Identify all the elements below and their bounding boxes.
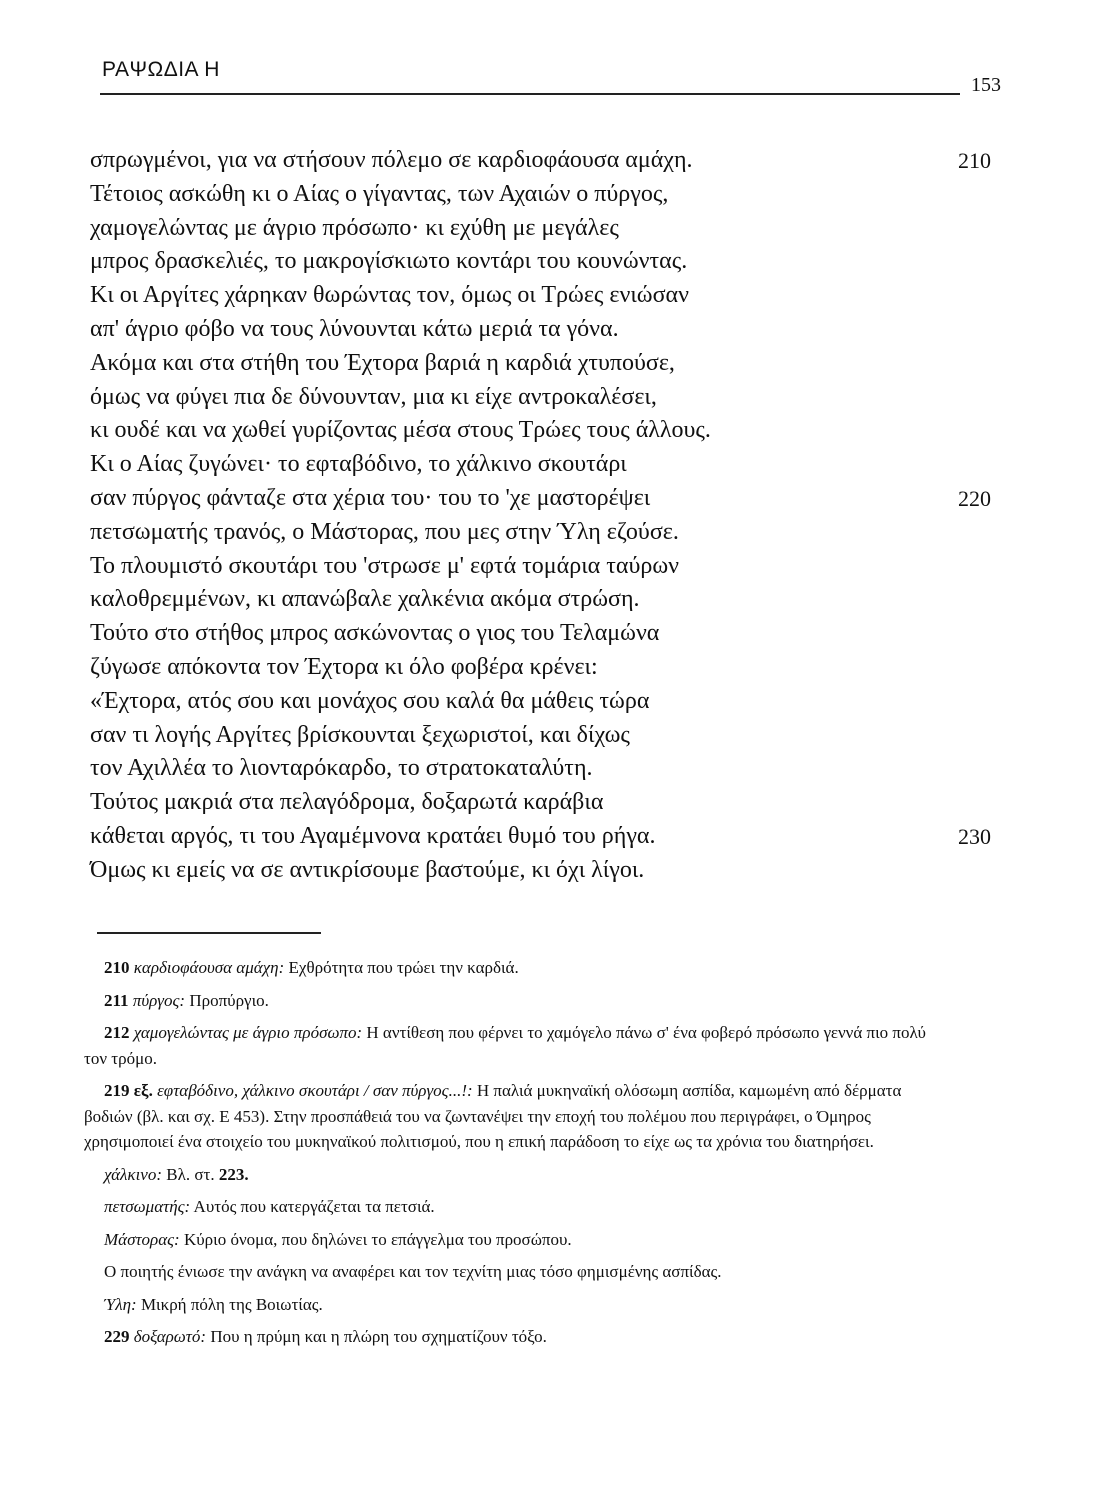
footnote-text: Βλ. στ.	[166, 1164, 215, 1184]
header-rule	[100, 93, 960, 95]
footnote-text: Κύριο όνομα, που δηλώνει το επάγγελμα του προσώπου.	[183, 1229, 572, 1249]
verse-line	[90, 583, 1010, 617]
verse-line	[90, 719, 1010, 753]
footnote	[84, 988, 934, 1014]
verse-line	[90, 414, 1010, 448]
verse-text: Τέτοιος ασκώθη κι ο Αίας ο γίγαντας, των Αχαιών ο πύργος,	[90, 180, 669, 207]
footnote	[84, 1259, 934, 1285]
footnote-lemma: Ύλη:	[104, 1294, 137, 1314]
footnote-number: 211	[104, 990, 129, 1010]
footnote-lemma: Μάστορας:	[104, 1229, 180, 1249]
footnote-lemma: χάλκινο:	[104, 1164, 162, 1184]
footnote-number: 210	[104, 958, 130, 977]
line-number: 230	[958, 823, 991, 849]
verse-text: χαμογελώντας με άγριο πρόσωπο· κι εχύθη με μεγάλες	[90, 214, 619, 241]
footnote	[84, 1292, 934, 1318]
footnote	[84, 1020, 934, 1071]
footnote-lemma: δοξαρωτό:	[133, 1327, 207, 1346]
footnote	[84, 1162, 934, 1188]
footnote	[84, 1324, 934, 1350]
verse-text: σαν τι λογής Αργίτες βρίσκουνται ξεχωριστοί, και δίχως	[90, 721, 630, 748]
footnote-text: Εχθρότητα που τρώει την καρδιά.	[288, 958, 519, 977]
verse-text: Το πλουμιστό σκουτάρι του 'στρωσε μ' εφτά τομάρια ταύρων	[90, 552, 679, 579]
verse-line	[90, 212, 1010, 246]
verse-text: ζύγωσε απόκοντα τον Έχτορα κι όλο φοβέρα κρένει:	[90, 653, 598, 680]
verse-text: τον Αχιλλέα το λιονταρόκαρδο, το στρατοκαταλύτη.	[90, 755, 593, 782]
footnote-rule	[97, 932, 321, 934]
verse-line	[90, 144, 1010, 178]
footnote-lemma: πύργος:	[132, 990, 186, 1010]
verse-text: σπρωγμένοι, για να στήσουν πόλεμο σε καρδιοφάουσα αμάχη.	[90, 147, 693, 173]
verse-text: κάθεται αργός, τι του Αγαμέμνονα κρατάει θυμό του ρήγα.	[90, 822, 656, 849]
footnote-text: Ο ποιητής ένιωσε την ανάγκη να αναφέρει και τον τεχνίτη μιας τόσο φημισμένης ασπίδας.	[104, 1262, 722, 1281]
verse-line	[90, 245, 1010, 279]
verse-text: Κι ο Αίας ζυγώνει· το εφταβόδινο, το χάλκινο σκουτάρι	[90, 451, 627, 478]
footnote-reference: 223.	[218, 1164, 249, 1184]
verse-line	[90, 651, 1010, 685]
verse-line	[90, 279, 1010, 313]
verse-line	[90, 381, 1010, 415]
footnote-number: 229	[104, 1327, 130, 1346]
verse-line	[90, 313, 1010, 347]
footnote	[84, 1078, 934, 1155]
verse-text: Όμως κι εμείς να σε αντικρίσουμε βαστούμε, κι όχι λίγοι.	[90, 856, 645, 883]
verse-text: Ακόμα και στα στήθη του Έχτορα βαριά η καρδιά χτυπούσε,	[90, 349, 675, 376]
verse-text: κι ουδέ και να χωθεί γυρίζοντας μέσα στους Τρώες τους άλλους.	[90, 417, 711, 444]
verse-line	[90, 482, 1010, 516]
verse-line	[90, 347, 1010, 381]
verse-text: Τούτο στο στήθος μπρος ασκώνοντας ο γιος του Τελαμώνα	[90, 620, 660, 647]
verse-block	[90, 144, 1010, 888]
footnote-lemma: εφταβόδινο, χάλκινο σκουτάρι / σαν πύργος...!:	[157, 1081, 473, 1100]
verse-line	[90, 448, 1010, 482]
verse-text: «Έχτορα, ατός σου και μονάχος σου καλά θα μάθεις τώρα	[90, 687, 650, 714]
verse-text: Κι οι Αργίτες χάρηκαν θωρώντας τον, όμως οι Τρώες ενιώσαν	[90, 282, 689, 309]
verse-line	[90, 516, 1010, 550]
footnote	[84, 1194, 934, 1220]
running-head: ΡΑΨΩΔΙΑ Η	[102, 58, 220, 81]
footnote-lemma: πετσωματής:	[104, 1197, 191, 1216]
verse-text: Τούτος μακριά στα πελαγόδρομα, δοξαρωτά καράβια	[90, 789, 604, 816]
verse-text: απ' άγριο φόβο να τους λύνουνται κάτω μεριά τα γόνα.	[90, 315, 619, 342]
verse-text: καλοθρεμμένων, κι απανώβαλε χαλκένια ακόμα στρώση.	[90, 586, 640, 613]
page-header	[100, 50, 1005, 96]
footnote-lemma: καρδιοφάουσα αμάχη:	[133, 958, 285, 977]
verse-line	[90, 550, 1010, 584]
verse-line	[90, 752, 1010, 786]
verse-text: όμως να φύγει πια δε δύνουνταν, μια κι είχε αντροκαλέσει,	[90, 383, 657, 410]
line-number: 220	[958, 485, 991, 511]
verse-line	[90, 820, 1010, 854]
footnote-text: Που η πρύμη και η πλώρη του σχηματίζουν τόξο.	[210, 1327, 547, 1346]
verse-line	[90, 617, 1010, 651]
footnote-text: Αυτός που κατεργάζεται τα πετσιά.	[193, 1197, 435, 1216]
verse-text: πετσωματής τρανός, ο Μάστορας, που μες στην Ύλη εζούσε.	[90, 518, 679, 545]
footnote-text: Η παλιά μυκηναϊκή ολόσωμη ασπίδα, καμωμένη από δέρματα βοδιών (βλ. και σχ. Ε 453). Στην προσπάθειά του να ζωντανέψει την εποχή του πολέμου που περιγράφει, ο Όμηρος χρησιμοποιεί ένα στοιχείο του μυκηναϊκού πολιτισμού, που η επική παράδοση το είχε ως τα χρόνια του διατηρήσει.	[84, 1081, 902, 1151]
verse-text: σαν πύργος φάνταζε στα χέρια του· του το 'χε μαστορέψει	[90, 484, 651, 511]
footnote-lemma: χαμογελώντας με άγριο πρόσωπο:	[133, 1023, 363, 1042]
footnote-text: Η αντίθεση που φέρνει το χαμόγελο πάνω σ' ένα φοβερό πρόσωπο γεννά πιο πολύ τον τρόμο.	[84, 1023, 926, 1068]
line-number: 210	[958, 148, 991, 173]
verse-line	[90, 685, 1010, 719]
verse-line	[90, 178, 1010, 212]
verse-line	[90, 786, 1010, 820]
verse-text: μπρος δρασκελιές, το μακρογίσκιωτο κοντάρι του κουνώντας.	[90, 248, 688, 275]
footnote-number: 212	[104, 1023, 130, 1042]
verse-line	[90, 854, 1010, 888]
footnotes	[84, 955, 934, 1357]
footnote	[84, 1227, 934, 1253]
footnote-text: Προπύργιο.	[189, 990, 269, 1010]
footnote-text: Μικρή πόλη της Βοιωτίας.	[140, 1294, 323, 1314]
page-number: 153	[971, 74, 1001, 96]
footnote	[84, 955, 934, 981]
footnote-number: 219 εξ.	[104, 1081, 153, 1100]
